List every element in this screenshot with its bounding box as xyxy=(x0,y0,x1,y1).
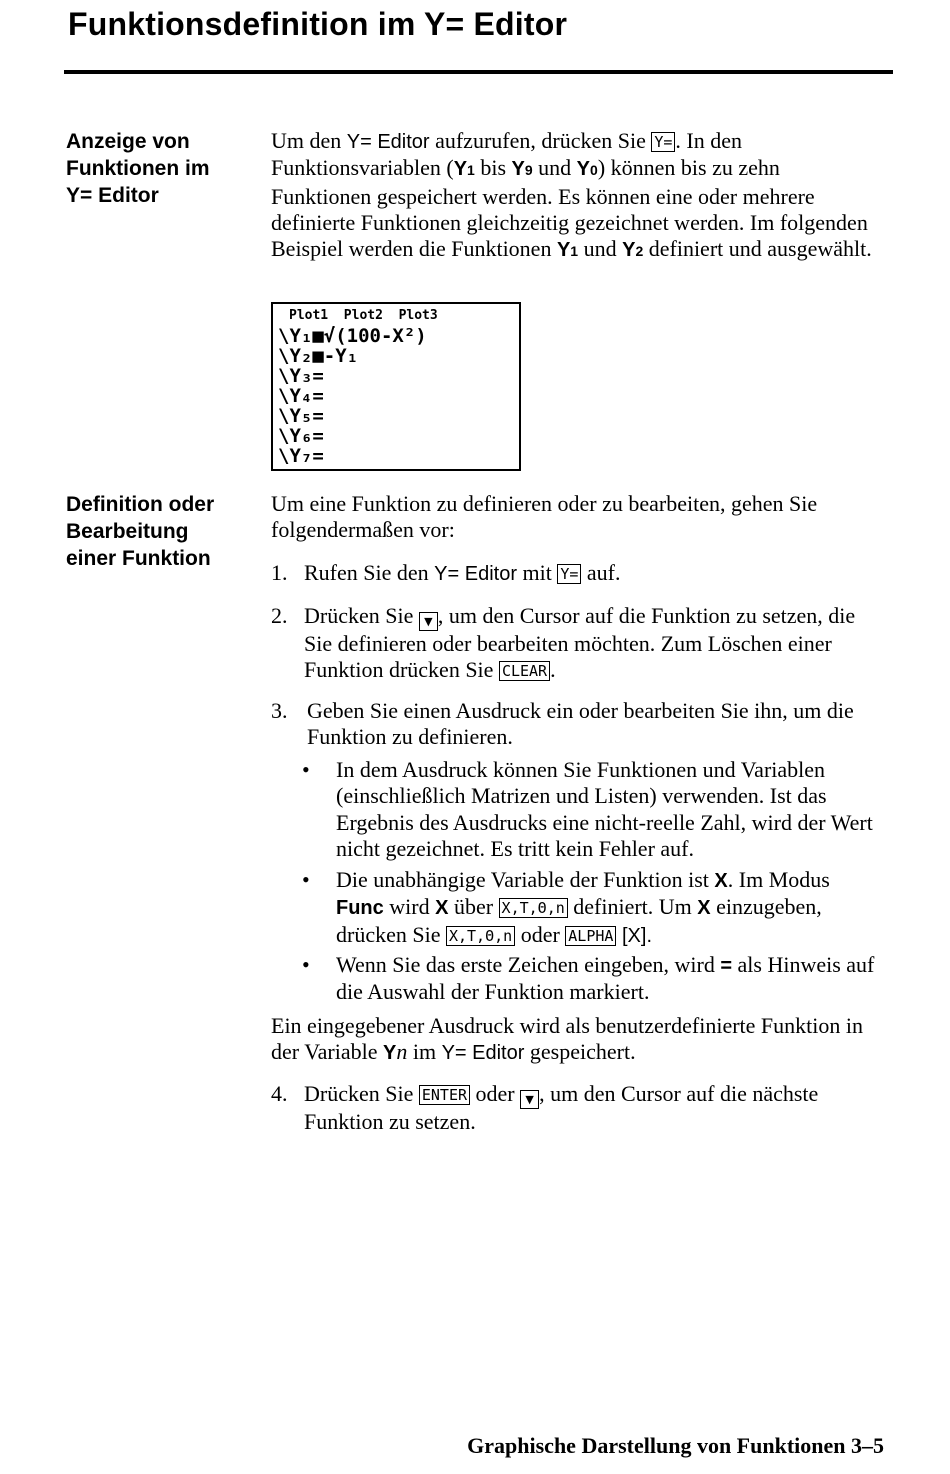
screen-line: \Y₆= xyxy=(278,425,324,447)
enter-key: ENTER xyxy=(419,1085,470,1105)
y-equals-key: Y= xyxy=(557,564,581,584)
screen-line: \Y₄= xyxy=(278,385,324,407)
alpha-key: ALPHA xyxy=(565,926,616,946)
section2-heading-line: einer Funktion xyxy=(66,547,211,570)
section1-heading-line: Anzeige von xyxy=(66,130,190,153)
y-equals-key: Y= xyxy=(651,132,675,152)
section1-paragraph: Um den Y= Editor aufzurufen, drücken Sie Y= . In den Funktionsvariablen (Y1 bis Y9 und Y0) können bis zu zehn Funktionen gespeichert werden. Es können eine oder mehrere definierte Funktionen gleichzeitig gezeichnet werden. Im folgenden Beispiel werden die Funktionen Y1 und Y2 definiert und ausgewählt. xyxy=(271,128,872,262)
screen-line: \Y₁■√(100-X²) xyxy=(278,325,427,347)
section1-heading-line: Funktionen im xyxy=(66,157,210,180)
title-rule xyxy=(64,70,893,74)
xttheta-key: X,T,Θ,n xyxy=(446,926,515,946)
screen-line: \Y₂■-Y₁ xyxy=(278,345,359,367)
screen-line: \Y₃= xyxy=(278,365,324,387)
screen-line: \Y₇= xyxy=(278,445,324,467)
xttheta-key: X,T,Θ,n xyxy=(499,898,568,918)
screen-line: \Y₅= xyxy=(278,405,324,427)
note-paragraph: Ein eingegebener Ausdruck wird als benutzerdefinierte Funktion in der Variable Yn im Y= Editor gespeichert. xyxy=(271,1013,863,1065)
section1-heading-line: Y= Editor xyxy=(66,184,159,207)
page-title: Funktionsdefinition im Y= Editor xyxy=(68,6,568,42)
screen-plot-row: Plot1 Plot2 Plot3 xyxy=(289,308,438,323)
page-footer: Graphische Darstellung von Funktionen 3–5 xyxy=(467,1433,884,1458)
section1-heading xyxy=(66,128,256,209)
calculator-screen xyxy=(271,302,521,471)
section2-heading-line: Definition oder xyxy=(66,493,215,516)
section2-intro: Um eine Funktion zu definieren oder zu bearbeiten, gehen Sie folgendermaßen vor: xyxy=(271,491,818,543)
down-arrow-key-icon: ▼ xyxy=(419,612,438,631)
section2-heading-line: Bearbeitung xyxy=(66,520,189,543)
section2-heading xyxy=(66,491,256,572)
clear-key: CLEAR xyxy=(499,661,550,681)
down-arrow-key-icon: ▼ xyxy=(520,1090,539,1109)
